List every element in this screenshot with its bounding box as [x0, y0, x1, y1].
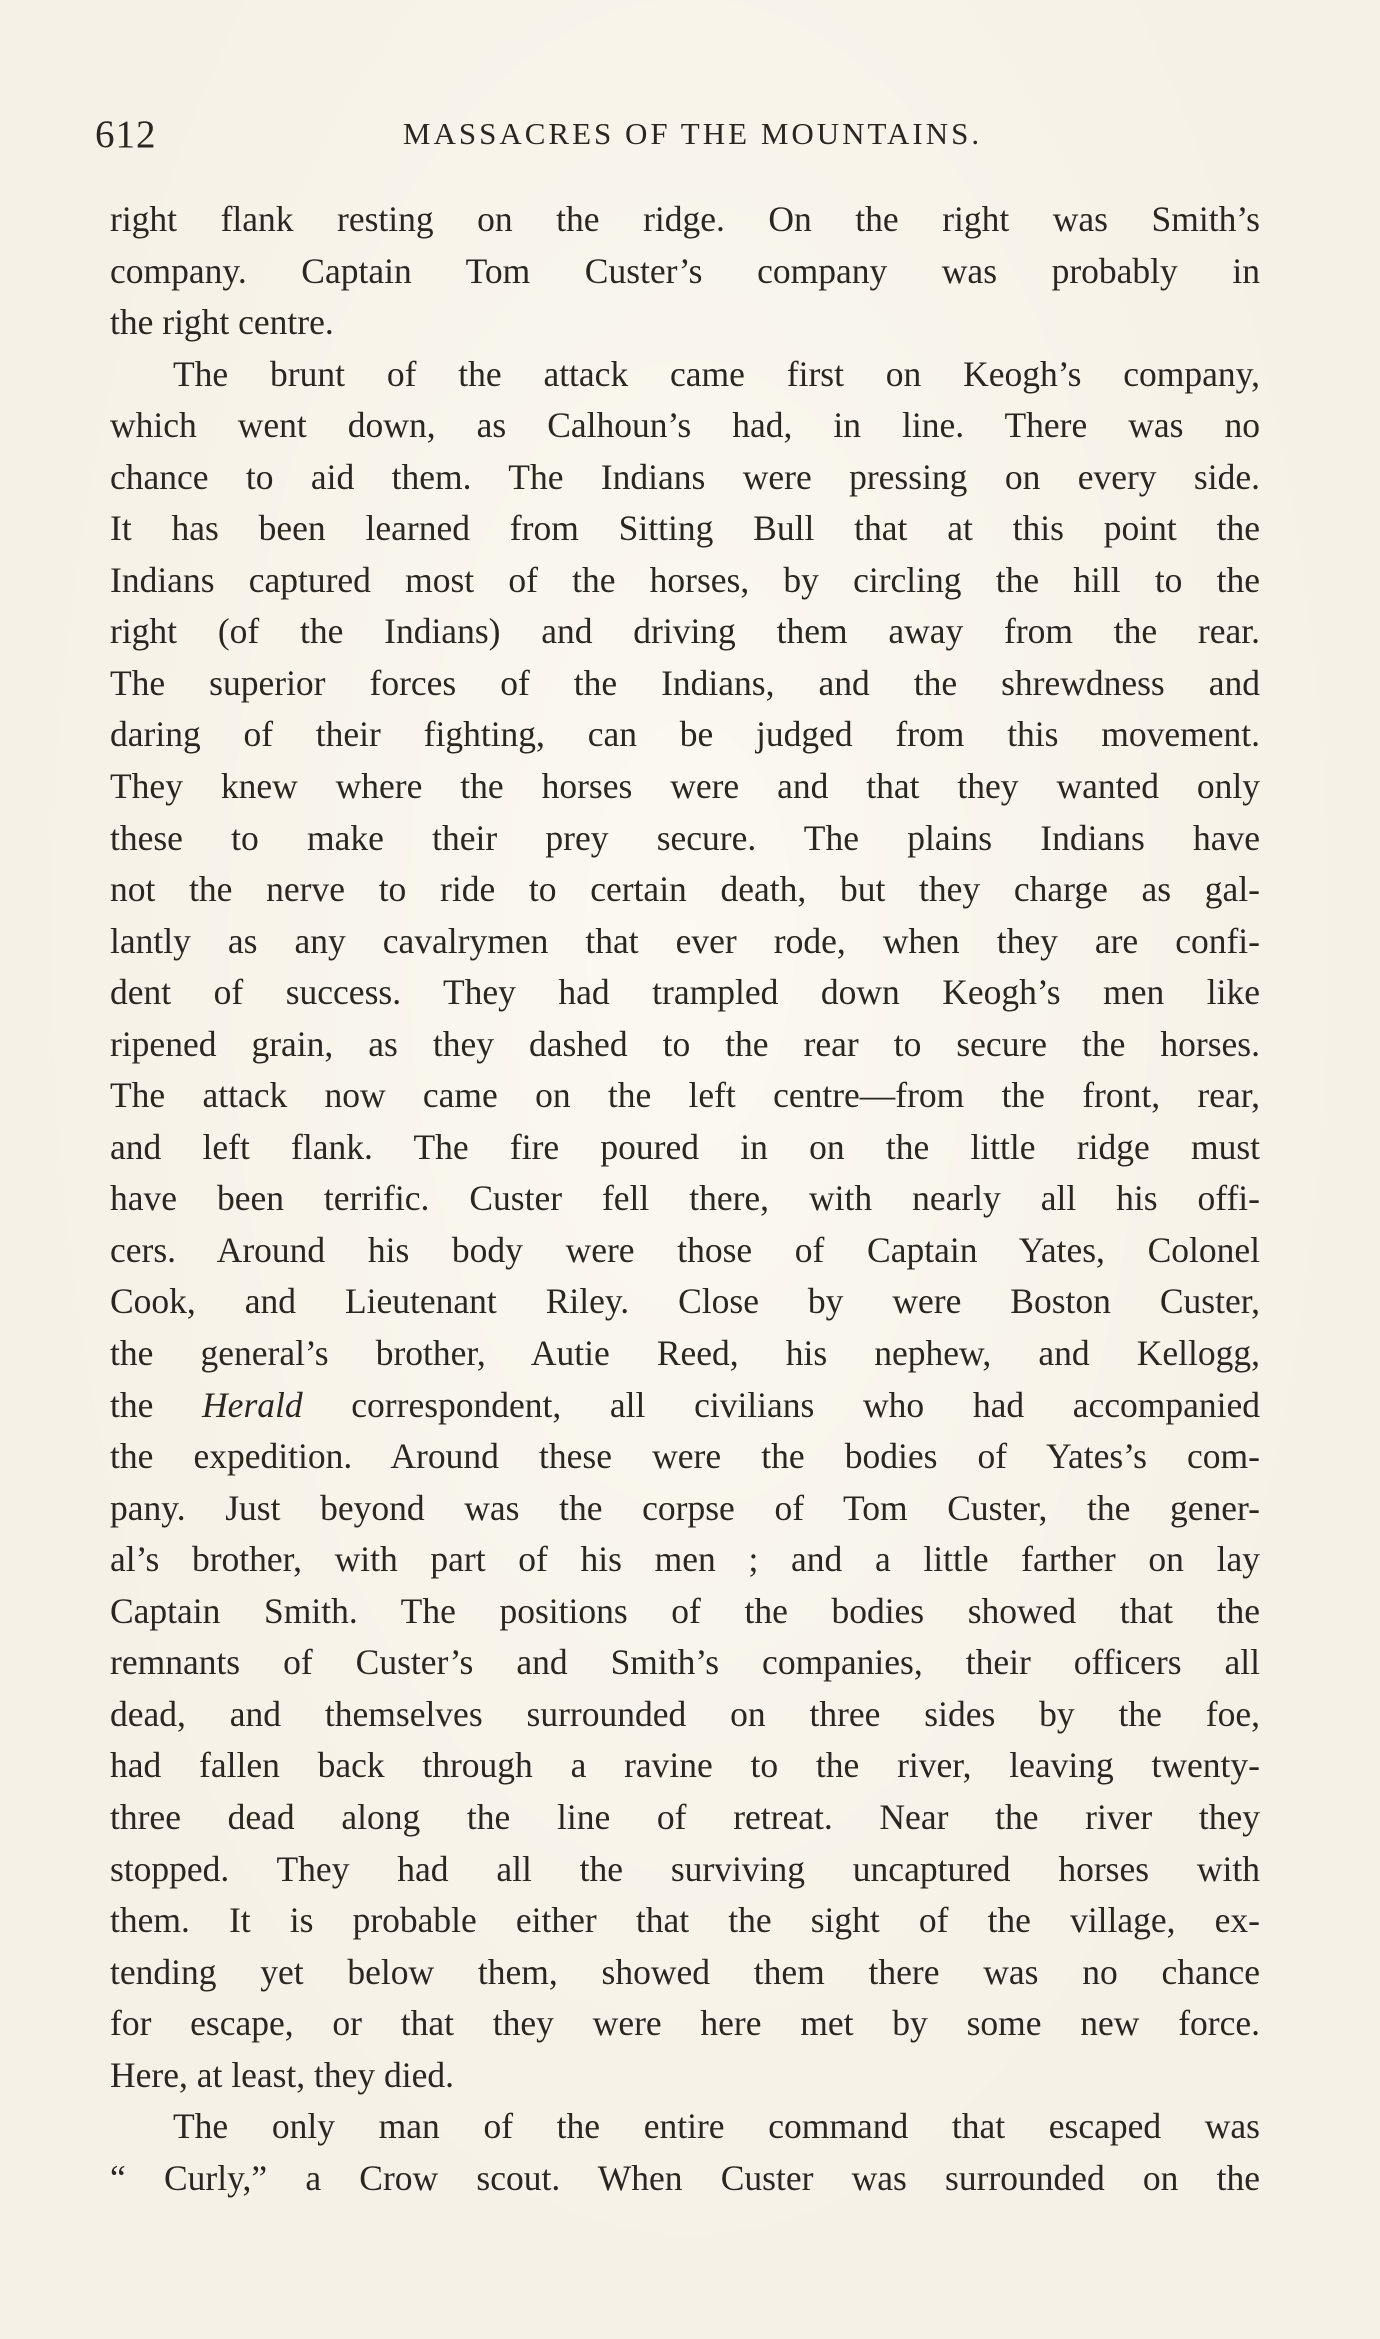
text-line-37: Here, at least, they died. [110, 2054, 455, 2095]
text-line-35: tending yet below them, showed them there was no chance [110, 1951, 1260, 1992]
text-line-24-start: the [110, 1384, 154, 1425]
text-line-10: The superior forces of the Indians, and the shrewdness and [110, 662, 1260, 703]
text-line-26: pany. Just beyond was the corpse of Tom Custer, the gener- [110, 1487, 1260, 1528]
text-line-36: for escape, or that they were here met by some new force. [110, 2003, 1260, 2044]
text-line-34: them. It is probable either that the sight of the village, ex- [110, 1900, 1260, 1941]
text-line-22: Cook, and Lieutenant Riley. Close by were Boston Custer, [110, 1281, 1260, 1322]
text-line-2: company. Captain Tom Custer’s company was probably in [110, 250, 1260, 291]
text-line-30: dead, and themselves surrounded on three sides by the foe, [110, 1693, 1260, 1734]
text-line-33: stopped. They had all the surviving uncaptured horses with [110, 1848, 1260, 1889]
text-line-24-end: correspondent, all civilians who had accompanied [351, 1384, 1261, 1425]
text-line-38: The only man of the entire command that escaped was [173, 2106, 1260, 2147]
herald-newspaper-title: Herald [202, 1384, 303, 1425]
text-line-12: They knew where the horses were and that they wanted only [110, 766, 1260, 807]
text-line-25: the expedition. Around these were the bodies of Yates’s com- [110, 1436, 1260, 1477]
running-title: MASSACRES OF THE MOUNTAINS. [402, 116, 983, 151]
text-line-29: remnants of Custer’s and Smith’s companies, their officers all [110, 1642, 1260, 1683]
text-line-11: daring of their fighting, can be judged from this movement. [110, 714, 1260, 755]
text-line-23: the general’s brother, Autie Reed, his nephew, and Kellogg, [110, 1333, 1260, 1374]
body-text [110, 194, 1260, 2204]
text-line-4: The brunt of the attack came first on Keogh’s company, [173, 353, 1260, 394]
text-line-39: “ Curly,” a Crow scout. When Custer was surrounded on the [110, 2157, 1260, 2198]
text-line-19: and left flank. The fire poured in on the little ridge must [110, 1126, 1260, 1167]
text-line-8: Indians captured most of the horses, by circling the hill to the [110, 559, 1260, 600]
page-number: 612 [95, 113, 157, 156]
text-line-5: which went down, as Calhoun’s had, in line. There was no [110, 405, 1260, 446]
text-line-20: have been terrific. Custer fell there, with nearly all his offi- [110, 1178, 1260, 1219]
text-line-13: these to make their prey secure. The plains Indians have [110, 817, 1260, 858]
text-line-14: not the nerve to ride to certain death, but they charge as gal- [110, 869, 1260, 910]
text-line-21: cers. Around his body were those of Captain Yates, Colonel [110, 1229, 1260, 1270]
text-line-32: three dead along the line of retreat. Near the river they [110, 1796, 1260, 1837]
text-line-16: dent of success. They had trampled down Keogh’s men like [110, 972, 1260, 1013]
running-head [95, 112, 1270, 164]
text-line-6: chance to aid them. The Indians were pressing on every side. [110, 456, 1260, 497]
text-line-31: had fallen back through a ravine to the river, leaving twenty- [110, 1745, 1260, 1786]
text-line-27: al’s brother, with part of his men ; and a little farther on lay [110, 1539, 1260, 1580]
text-line-17: ripened grain, as they dashed to the rear to secure the horses. [110, 1023, 1260, 1064]
text-line-28: Captain Smith. The positions of the bodies showed that the [110, 1590, 1260, 1631]
text-line-15: lantly as any cavalrymen that ever rode, when they are confi- [110, 920, 1260, 961]
text-line-3: the right centre. [110, 302, 334, 343]
text-line-7: It has been learned from Sitting Bull that at this point the [110, 508, 1260, 549]
text-line-1: right flank resting on the ridge. On the right was Smith’s [110, 199, 1260, 239]
text-line-9: right (of the Indians) and driving them away from the rear. [110, 611, 1260, 652]
text-line-24 [110, 1380, 1260, 1432]
text-line-18: The attack now came on the left centre—from the front, rear, [110, 1075, 1260, 1116]
